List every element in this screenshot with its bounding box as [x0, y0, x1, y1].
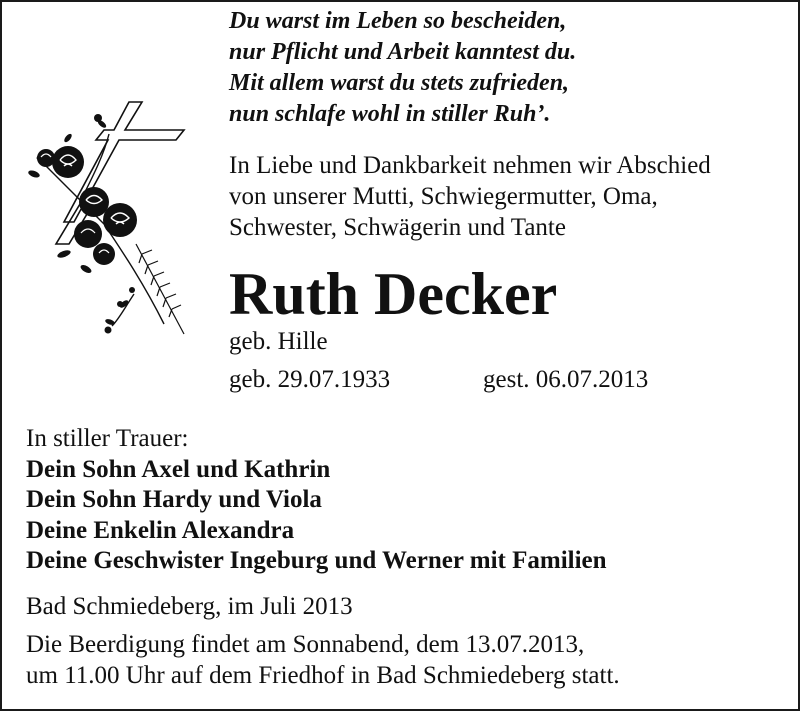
poem-line: Du warst im Leben so bescheiden,	[229, 8, 567, 34]
funeral-line: Die Beerdigung findet am Sonnabend, dem 13.07.2013,	[26, 631, 585, 658]
maiden-name: geb. Hille	[229, 328, 328, 355]
cross-with-roses-icon	[24, 94, 196, 340]
place-date: Bad Schmiedeberg, im Juli 2013	[26, 593, 353, 620]
deceased-name: Ruth Decker	[229, 261, 558, 327]
poem-line: nur Pflicht und Arbeit kanntest du.	[229, 39, 577, 65]
farewell-line: von unserer Mutti, Schwiegermutter, Oma,	[229, 183, 658, 210]
funeral-line: um 11.00 Uhr auf dem Friedhof in Bad Schmiedeberg statt.	[26, 662, 620, 689]
poem-line: Mit allem warst du stets zufrieden,	[229, 70, 570, 96]
mourners-heading: In stiller Trauer:	[26, 425, 189, 452]
death-date: gest. 06.07.2013	[483, 366, 649, 393]
funeral-notice	[26, 629, 620, 691]
life-dates	[229, 364, 649, 395]
mourner-line: Dein Sohn Hardy und Viola	[26, 486, 322, 513]
poem-line: nun schlafe wohl in stiller Ruh’.	[229, 101, 551, 127]
mourner-line: Dein Sohn Axel und Kathrin	[26, 455, 331, 483]
mourner-line: Deine Geschwister Ingeburg und Werner mit Familien	[26, 547, 607, 574]
farewell-text	[229, 150, 711, 243]
birth-date: geb. 29.07.1933	[229, 366, 391, 393]
mourner-line: Deine Enkelin Alexandra	[26, 516, 295, 544]
farewell-line: In Liebe und Dankbarkeit nehmen wir Abschied	[229, 152, 711, 179]
poem	[229, 6, 576, 130]
farewell-line: Schwester, Schwägerin und Tante	[229, 214, 566, 241]
mourners-list	[26, 424, 607, 577]
